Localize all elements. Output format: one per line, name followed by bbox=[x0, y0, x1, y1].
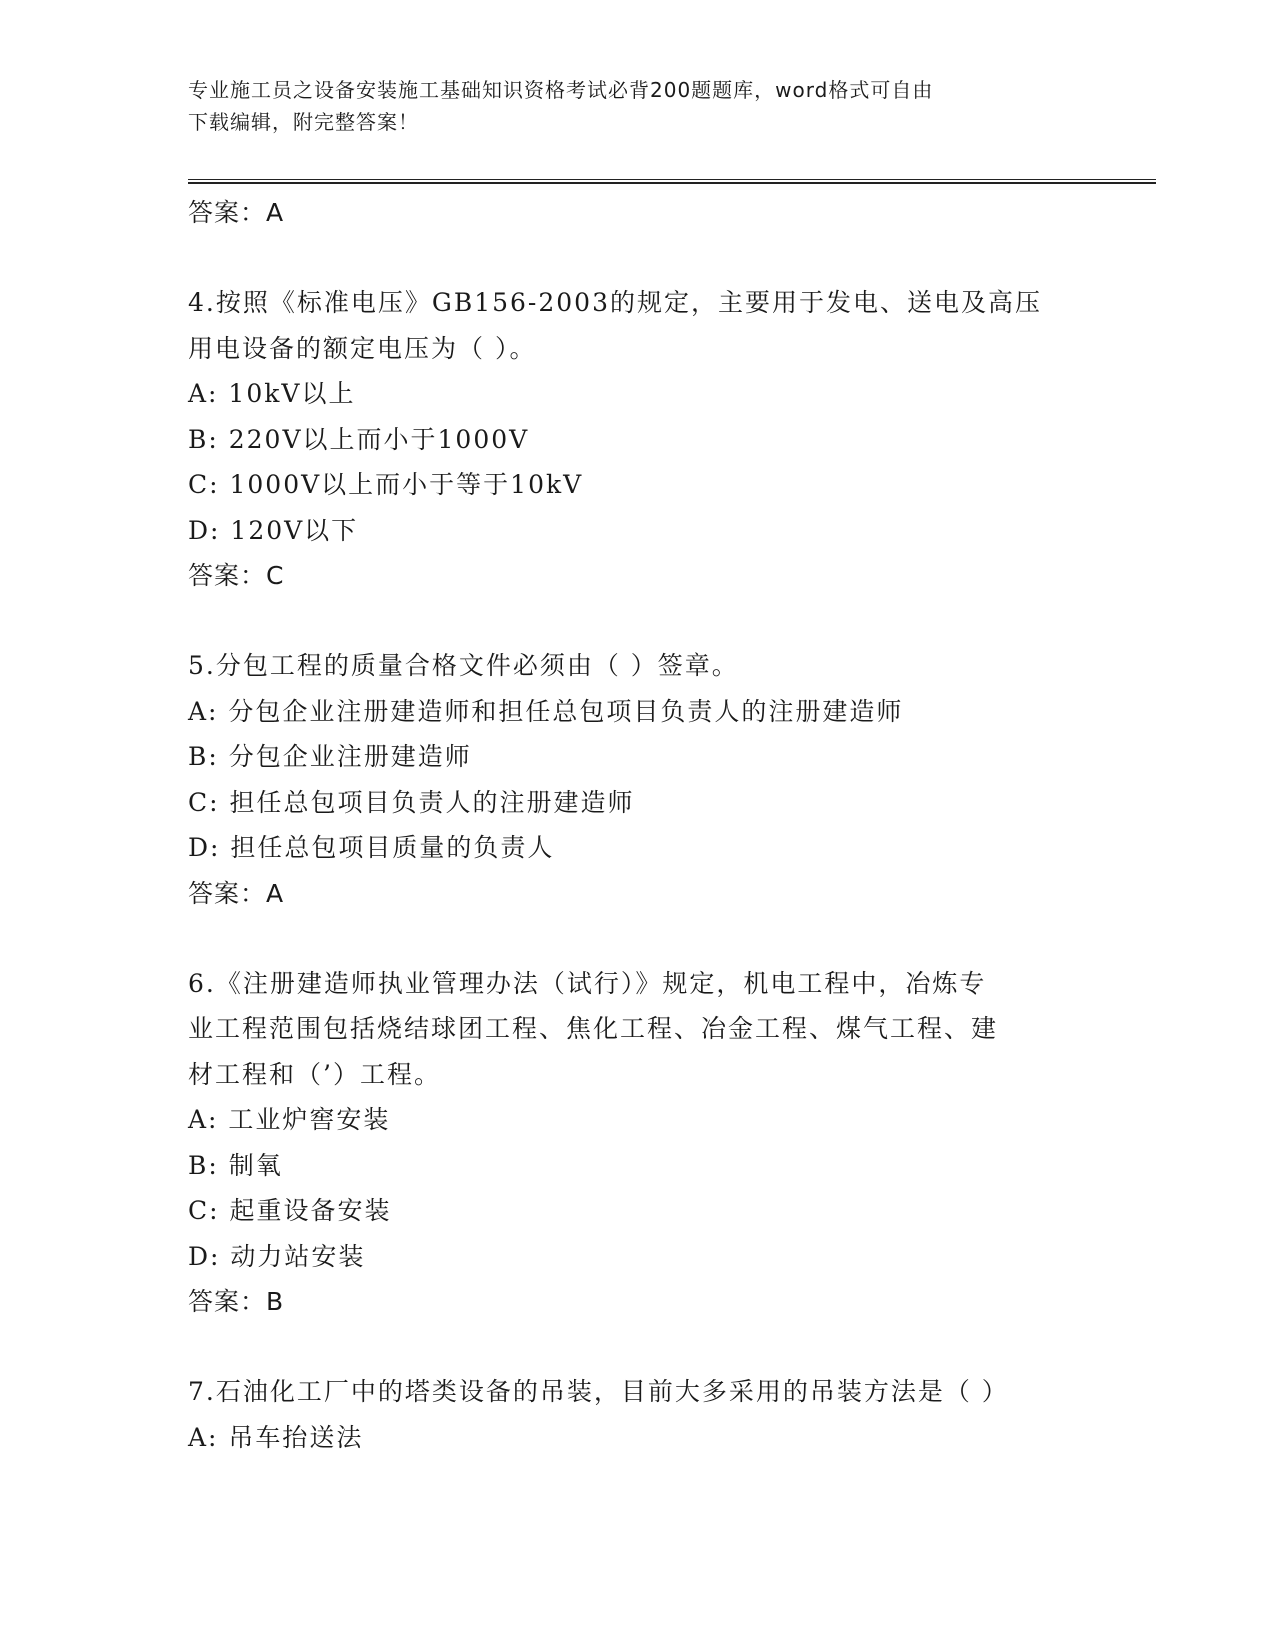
option-d: D: 动力站安装 bbox=[188, 1241, 366, 1271]
option-c: C: 担任总包项目负责人的注册建造师 bbox=[188, 787, 635, 817]
question-stem-line: 5.分包工程的质量合格文件必须由（ ）签章。 bbox=[188, 651, 739, 680]
option-a: A: 工业炉窖安装 bbox=[188, 1105, 391, 1134]
question-stem-line: 业工程范围包括烧结球团工程、焦化工程、冶金工程、煤气工程、建 bbox=[188, 1014, 999, 1043]
question-stem bbox=[188, 280, 1088, 371]
question-block bbox=[188, 643, 1088, 917]
question-stem-line: 材工程和（’）工程。 bbox=[188, 1059, 441, 1089]
question-stem-line: 6.《注册建造师执业管理办法（试行）》规定，机电工程中，冶炼专 bbox=[188, 968, 987, 998]
question-stem-line: 7.石油化工厂中的塔类设备的吊装，目前大多采用的吊装方法是（ ） bbox=[188, 1377, 1009, 1406]
option-d: D: 担任总包项目质量的负责人 bbox=[188, 833, 555, 862]
option-b: B: 220V以上而小于1000V bbox=[188, 424, 530, 454]
header-title-line-2: 下载编辑，附完整答案！ bbox=[188, 110, 419, 134]
question-block bbox=[188, 961, 1088, 1326]
question-stem-line: 用电设备的额定电压为（ ）。 bbox=[188, 333, 537, 363]
document-header bbox=[188, 74, 1068, 138]
option-d: D: 120V以下 bbox=[188, 515, 359, 545]
spacer bbox=[188, 1325, 1088, 1369]
question-stem-line: 4.按照《标准电压》GB156-2003的规定，主要用于发电、送电及高压 bbox=[188, 288, 1042, 317]
option-b: B: 分包企业注册建造师 bbox=[188, 742, 472, 771]
option-b: B: 制氧 bbox=[188, 1150, 283, 1180]
question-stem bbox=[188, 1369, 1088, 1415]
question-block bbox=[188, 280, 1088, 599]
answer-label: 答案：C bbox=[188, 561, 285, 590]
previous-answer: 答案：A bbox=[188, 198, 285, 227]
question-stem bbox=[188, 643, 1088, 689]
answer-label: 答案：B bbox=[188, 1287, 285, 1316]
header-divider-thick bbox=[188, 182, 1156, 184]
header-title-line-1: 专业施工员之设备安装施工基础知识资格考试必背200题题库，word格式可自由 bbox=[188, 78, 934, 102]
spacer bbox=[188, 236, 1088, 280]
option-c: C: 1000V以上而小于等于10kV bbox=[188, 470, 584, 499]
question-list bbox=[188, 190, 1088, 1460]
spacer bbox=[188, 599, 1088, 643]
option-a: A: 吊车抬送法 bbox=[188, 1422, 364, 1452]
answer-label: 答案：A bbox=[188, 878, 285, 908]
header-divider-thin bbox=[188, 179, 1156, 180]
option-a: A: 分包企业注册建造师和担任总包项目负责人的注册建造师 bbox=[188, 696, 904, 726]
option-a: A: 10kV以上 bbox=[188, 379, 356, 408]
option-c: C: 起重设备安装 bbox=[188, 1196, 392, 1225]
question-stem bbox=[188, 961, 1088, 1098]
question-block bbox=[188, 1369, 1088, 1460]
spacer bbox=[188, 917, 1088, 961]
